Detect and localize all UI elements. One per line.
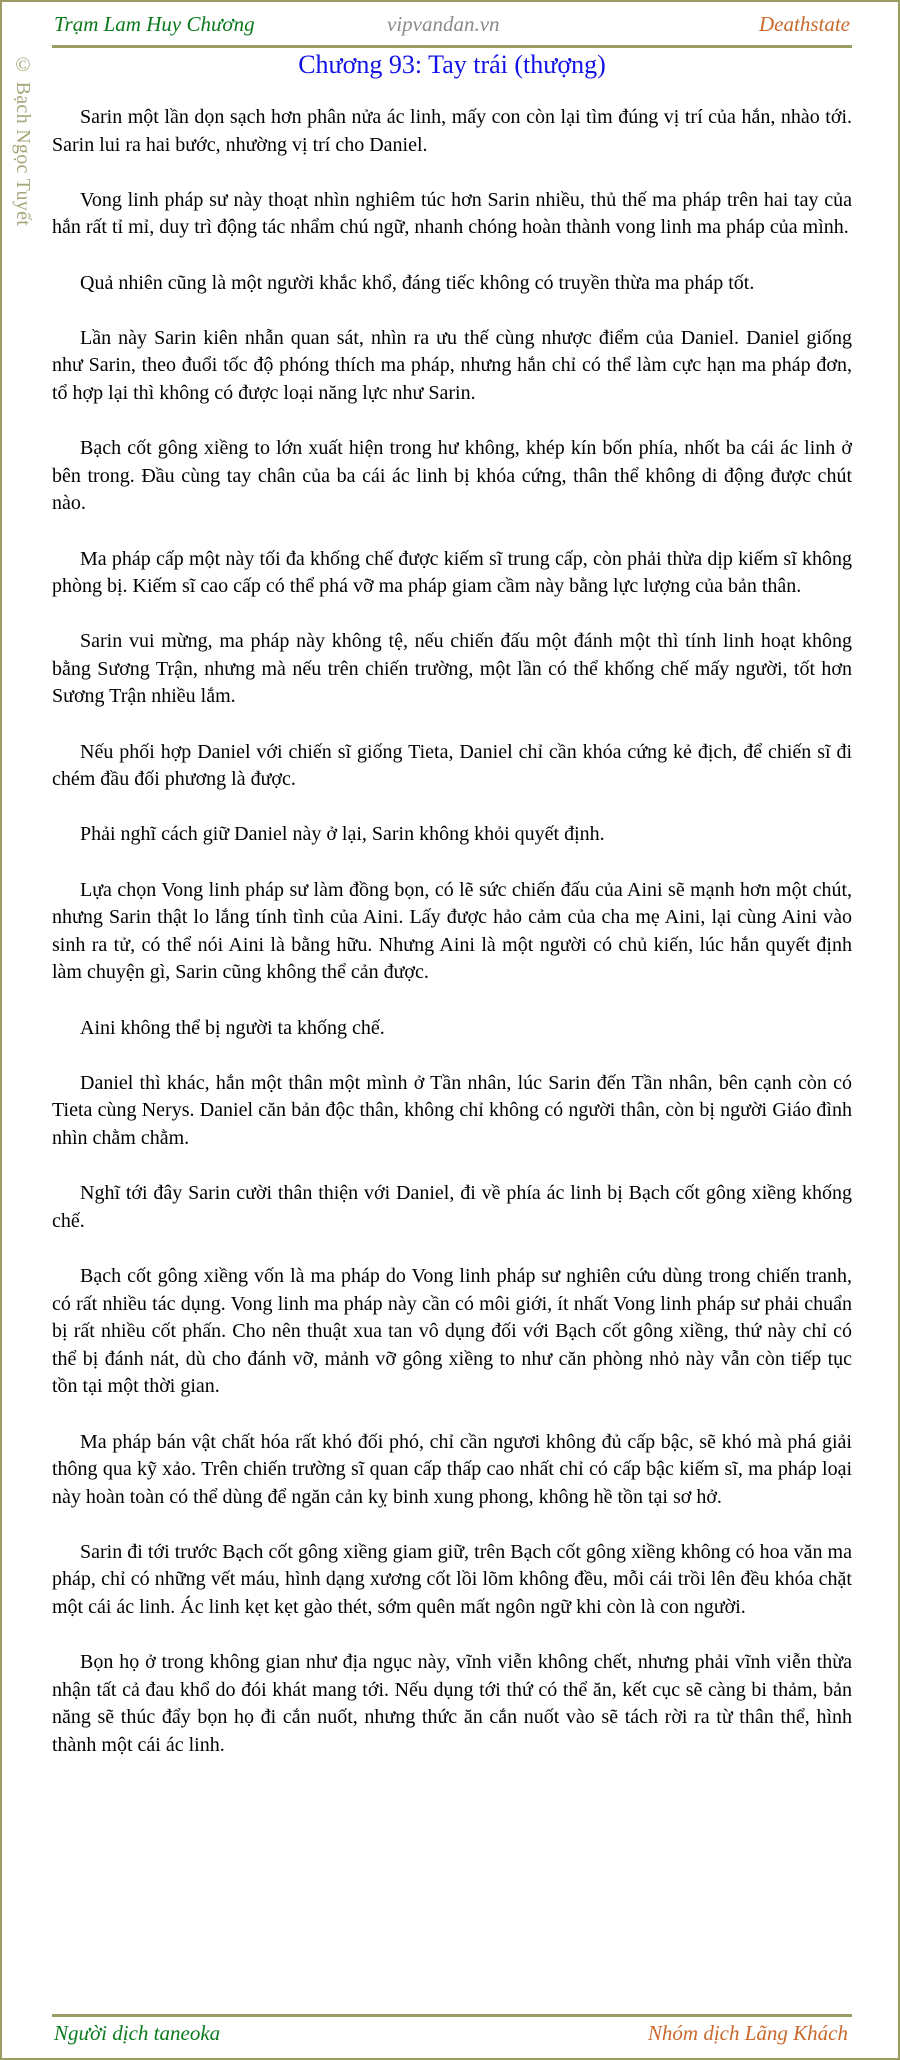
footer-translator: Người dịch taneoka bbox=[54, 2021, 221, 2045]
footer-translation-group: Nhóm dịch Lãng Khách bbox=[647, 2021, 848, 2045]
paragraph: Ma pháp cấp một này tối đa khống chế được kiếm sĩ trung cấp, còn phải thừa dịp kiếm sĩ không phòng bị. Kiếm sĩ cao cấp có thể phá vỡ ma pháp giam cầm này bằng lực lượng của bản thân. bbox=[52, 547, 852, 598]
paragraph: Sarin đi tới trước Bạch cốt gông xiềng giam giữ, trên Bạch cốt gông xiềng không có hoa văn ma pháp, chỉ có những vết máu, hình dạng xương cốt lồi lõm không đều, mỗi cái trồi lên đều khóa chặt một cái ác linh. Ác linh kẹt kẹt gào thét, sớm quên mất ngôn ngữ khi còn là con người. bbox=[52, 1540, 852, 1619]
paragraph: Quả nhiên cũng là một người khắc khổ, đáng tiếc không có truyền thừa ma pháp tốt. bbox=[80, 271, 755, 294]
paragraph: Aini không thể bị người ta khống chế. bbox=[80, 1016, 385, 1039]
paragraph: Lần này Sarin kiên nhẫn quan sát, nhìn ra ưu thế cùng nhược điểm của Daniel. Daniel giống như Sarin, theo đuổi tốc độ phóng thích ma pháp, nhưng hắn chỉ có thể làm cực hạn ma pháp đơn, tổ hợp lại thì không có được loại năng lực như Sarin. bbox=[52, 326, 852, 404]
paragraph: Bạch cốt gông xiềng to lớn xuất hiện trong hư không, khép kín bốn phía, nhốt ba cái ác linh ở bên trong. Đầu cùng tay chân của ba cái ác linh bị khóa cứng, thân thể không di động được chút nào. bbox=[52, 437, 852, 515]
chapter-body bbox=[52, 104, 852, 1787]
header-author: Deathstate bbox=[759, 12, 850, 36]
paragraph: Sarin vui mừng, ma pháp này không tệ, nếu chiến đấu một đánh một thì tính linh hoạt không bằng Sương Trận, nhưng mà nếu trên chiến trường, một lần có thể khống chế mấy người, tốt hơn Sương Trận nhiều lắm. bbox=[52, 630, 852, 708]
chapter-title: Chương 93: Tay trái (thượng) bbox=[298, 50, 606, 79]
page-footer bbox=[54, 2019, 852, 2049]
paragraph: Ma pháp bán vật chất hóa rất khó đối phó, chỉ cần ngươi không đủ cấp bậc, sẽ khó mà phá giải thông qua kỹ xảo. Trên chiến trường sĩ quan cấp thấp cao nhất chỉ có cấp bậc kiếm sĩ, ma pháp loại này hoàn toàn có thể dùng để ngăn cản kỵ binh xung phong, không hề tồn tại sơ hở. bbox=[52, 1430, 852, 1508]
paragraph: Daniel thì khác, hắn một thân một mình ở Tần nhân, lúc Sarin đến Tần nhân, bên cạnh còn có Tieta cùng Nerys. Daniel căn bản độc thân, không chỉ không có người thân, còn bị người Giáo đình nhìn chằm chằm. bbox=[52, 1071, 852, 1149]
header-site-name: Trạm Lam Huy Chương bbox=[54, 12, 255, 36]
paragraph: Bọn họ ở trong không gian như địa ngục này, vĩnh viễn không chết, nhưng phải vĩnh viễn thừa nhận tất cả đau khổ do đói khát mang tới. Nếu dụng tới thứ có thể ăn, kết cục sẽ càng bi thảm, bản năng sẽ thúc đẩy bọn họ đi cắn nuốt, nhưng thức ăn cắn nuốt vào sẽ tách rời ra từ thân thể, hình thành một cái ác linh. bbox=[52, 1651, 852, 1757]
paragraph: Lựa chọn Vong linh pháp sư làm đồng bọn, có lẽ sức chiến đấu của Aini sẽ mạnh hơn một chút, nhưng Sarin thật lo lắng tính tình của Aini. Lấy được hảo cảm của cha mẹ Aini, lại cùng Aini vào sinh ra tử, có thể nói Aini là bằng hữu. Nhưng Aini là một người có chủ kiến, lúc hắn quyết định làm chuyện gì, Sarin cũng không thể cản được. bbox=[52, 878, 852, 984]
header-divider bbox=[52, 45, 852, 48]
paragraph: Vong linh pháp sư này thoạt nhìn nghiêm túc hơn Sarin nhiều, thủ thế ma pháp trên hai tay của hắn rất tỉ mỉ, duy trì động tác nhẩm chú ngữ, nhanh chóng hoàn thành vong linh ma pháp của mình. bbox=[52, 188, 852, 239]
footer-divider bbox=[52, 2014, 852, 2017]
header-domain: vipvandan.vn bbox=[387, 12, 500, 36]
paragraph: Phải nghĩ cách giữ Daniel này ở lại, Sarin không khỏi quyết định. bbox=[80, 823, 605, 846]
paragraph: Sarin một lần dọn sạch hơn phân nửa ác linh, mấy con còn lại tìm đúng vị trí của hắn, nhào tới. Sarin lui ra hai bước, nhường vị trí cho Daniel. bbox=[52, 106, 852, 156]
paragraph: Bạch cốt gông xiềng vốn là ma pháp do Vong linh pháp sư nghiên cứu dùng trong chiến tranh, có rất nhiều tác dụng. Vong linh ma pháp này cần có môi giới, ít nhất Vong linh pháp sư phải chuẩn bị rất nhiều cốt phấn. Cho nên thuật xua tan vô dụng đối với Bạch cốt gông xiềng, thứ này chỉ có thể bị đánh nát, dù cho đánh vỡ, mảnh vỡ gông xiềng to như căn phòng nhỏ này vẫn còn tiếp tục tồn tại một thời gian. bbox=[52, 1264, 852, 1398]
page-header bbox=[54, 8, 852, 38]
paragraph: Nghĩ tới đây Sarin cười thân thiện với Daniel, đi về phía ác linh bị Bạch cốt gông xiềng khống chế. bbox=[52, 1182, 852, 1232]
copyright-watermark: © Bạch Ngọc Tuyết bbox=[12, 54, 34, 227]
paragraph: Nếu phối hợp Daniel với chiến sĩ giống Tieta, Daniel chỉ cần khóa cứng kẻ địch, để chiến sĩ đi chém đầu đối phương là được. bbox=[52, 740, 852, 791]
